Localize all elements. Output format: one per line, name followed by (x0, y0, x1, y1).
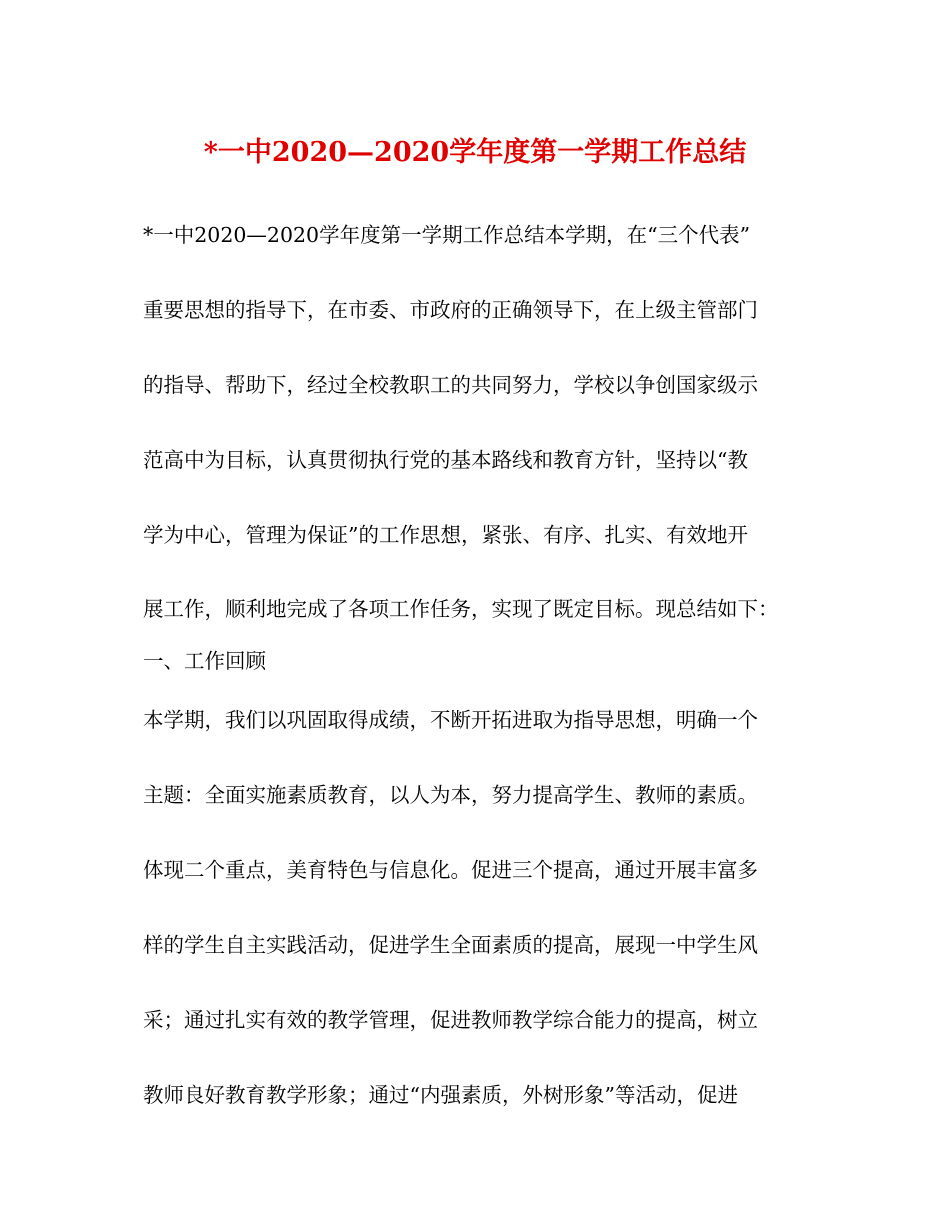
body-line: 本学期，我们以巩固取得成绩，不断开拓进取为指导思想，明确一个 (143, 708, 758, 732)
body-line: 样的学生自主实践活动，促进学生全面素质的提高，展现一中学生风 (143, 933, 758, 957)
document-title: *一中2020—2020学年度第一学期工作总结 (203, 137, 747, 168)
body-line: 主题：全面实施素质教育，以人为本，努力提高学生、教师的素质。 (143, 783, 758, 807)
body-line: 体现二个重点，美育特色与信息化。促进三个提高，通过开展丰富多 (143, 858, 758, 882)
body-line: 重要思想的指导下，在市委、市政府的正确领导下，在上级主管部门 (143, 298, 758, 322)
body-line: 教师良好教育教学形象；通过“内强素质，外树形象”等活动，促进 (143, 1083, 738, 1107)
body-line: 的指导、帮助下，经过全校教职工的共同努力，学校以争创国家级示 (143, 373, 758, 397)
body-line: 范高中为目标，认真贯彻执行党的基本路线和教育方针，坚持以“教 (143, 448, 748, 472)
body-line: 采；通过扎实有效的教学管理，促进教师教学综合能力的提高，树立 (143, 1008, 758, 1032)
section-heading: 一、工作回顾 (143, 649, 266, 673)
body-line: 学为中心，管理为保证”的工作思想，紧张、有序、扎实、有效地开 (143, 523, 748, 547)
body-line: *一中2020—2020学年度第一学期工作总结本学期，在“三个代表” (143, 223, 751, 247)
body-line: 展工作，顺利地完成了各项工作任务，实现了既定目标。现总结如下： (143, 597, 779, 621)
